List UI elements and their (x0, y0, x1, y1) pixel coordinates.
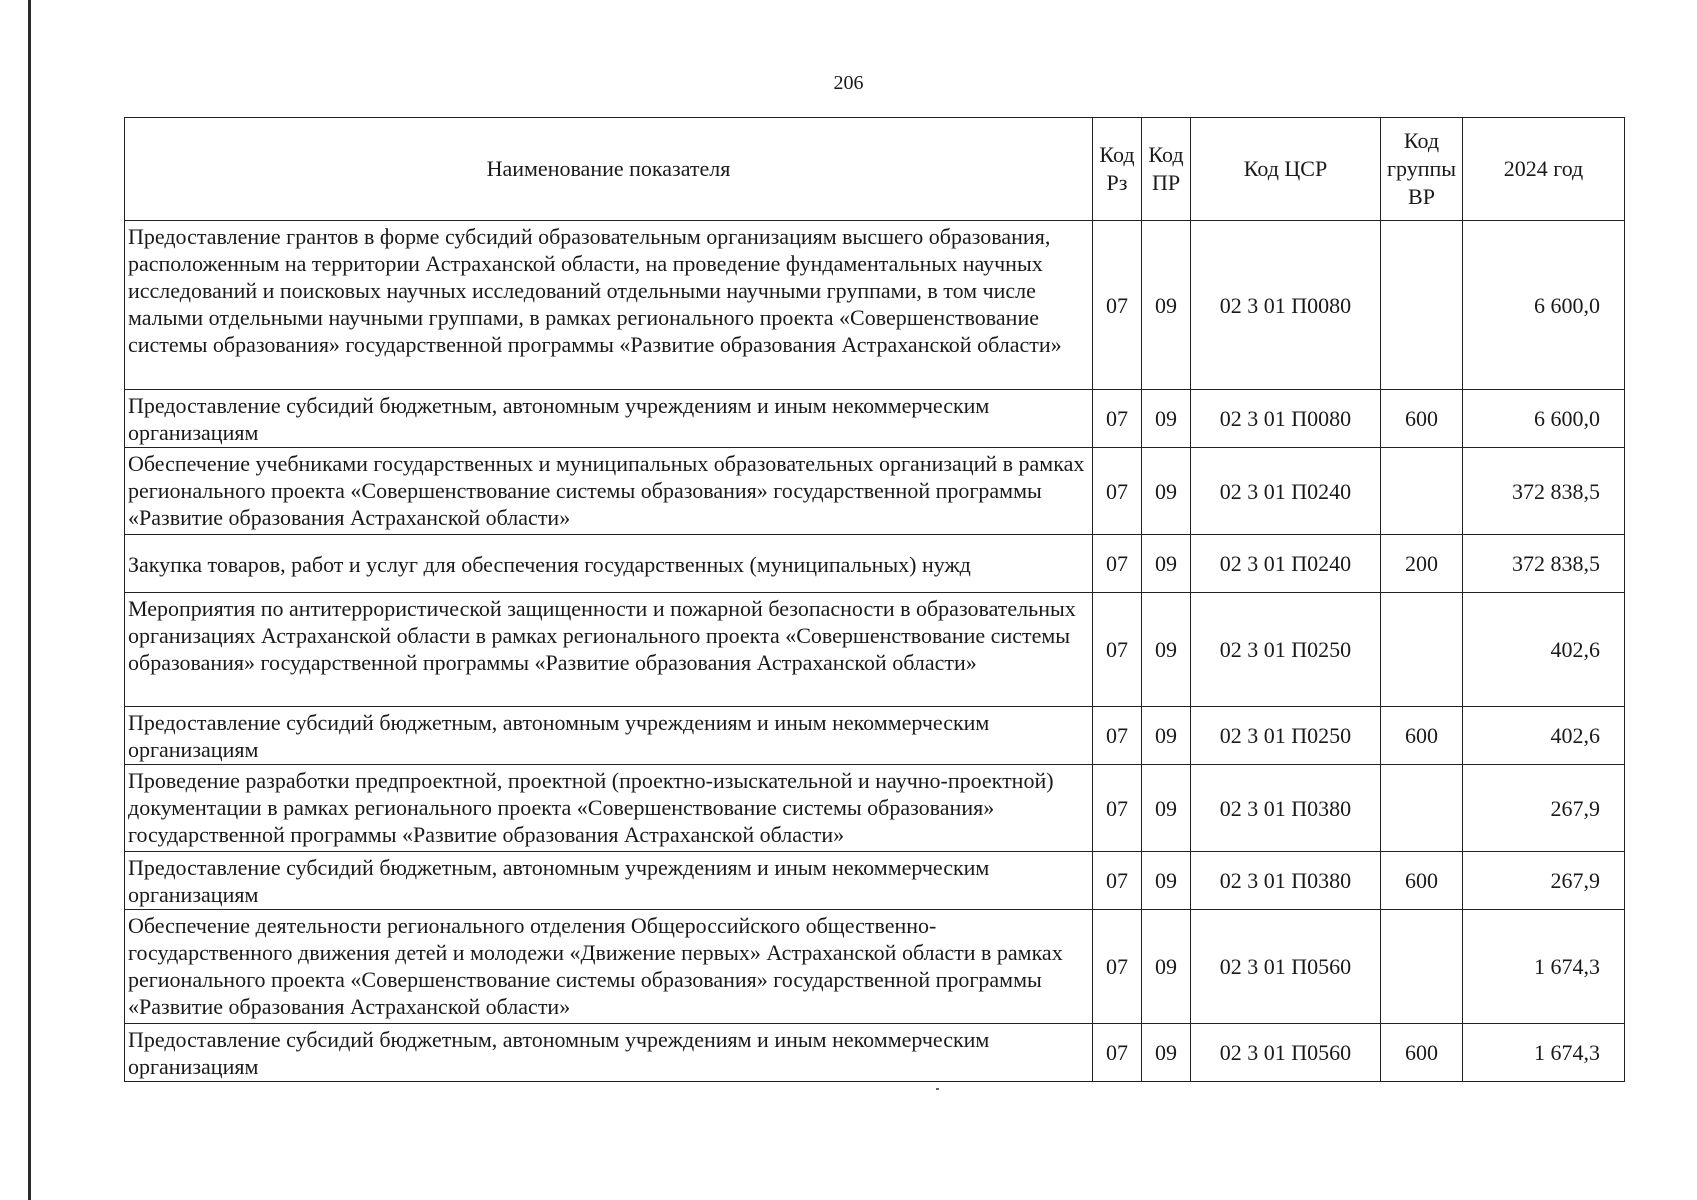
table-row (125, 593, 1625, 707)
row-name: Проведение разработки предпроектной, проектной (проектно-изыскательной и научно-проектной) документации в рамках регионального проекта «Совершенствование системы образования» государственной программы «Развитие образования Астраханской области» (125, 765, 1093, 852)
table-row (125, 221, 1625, 390)
row-pr: 09 (1142, 448, 1191, 535)
row-name: Предоставление субсидий бюджетным, автономным учреждениям и иным некоммерческим организациям (125, 390, 1093, 448)
header-csr: Код ЦСР (1191, 118, 1381, 221)
row-rz: 07 (1093, 221, 1142, 390)
scan-speck (936, 1088, 939, 1090)
row-rz: 07 (1093, 1024, 1142, 1082)
row-name: Закупка товаров, работ и услуг для обеспечения государственных (муниципальных) нужд (125, 535, 1093, 593)
row-amount: 267,9 (1463, 765, 1625, 852)
row-vr (1381, 221, 1463, 390)
row-amount: 267,9 (1463, 852, 1625, 910)
row-pr: 09 (1142, 221, 1191, 390)
row-csr: 02 3 01 П0080 (1191, 390, 1381, 448)
table-row (125, 910, 1625, 1024)
row-vr (1381, 448, 1463, 535)
row-pr: 09 (1142, 910, 1191, 1024)
row-rz: 07 (1093, 448, 1142, 535)
table-row (125, 707, 1625, 765)
row-vr: 600 (1381, 390, 1463, 448)
row-csr: 02 3 01 П0380 (1191, 765, 1381, 852)
row-vr: 200 (1381, 535, 1463, 593)
row-vr (1381, 593, 1463, 707)
header-vr: Код группы ВР (1381, 118, 1463, 221)
row-vr (1381, 765, 1463, 852)
page-number: 206 (833, 72, 864, 94)
row-vr (1381, 910, 1463, 1024)
table-row (125, 390, 1625, 448)
row-rz: 07 (1093, 765, 1142, 852)
table-header (125, 118, 1625, 221)
table-row (125, 765, 1625, 852)
table-row (125, 852, 1625, 910)
header-year: 2024 год (1463, 118, 1625, 221)
row-pr: 09 (1142, 852, 1191, 910)
table-row (125, 448, 1625, 535)
row-vr: 600 (1381, 1024, 1463, 1082)
row-pr: 09 (1142, 535, 1191, 593)
row-csr: 02 3 01 П0240 (1191, 448, 1381, 535)
header-name: Наименование показателя (125, 118, 1093, 221)
table-row (125, 1024, 1625, 1082)
row-rz: 07 (1093, 535, 1142, 593)
row-csr: 02 3 01 П0250 (1191, 593, 1381, 707)
row-name: Предоставление субсидий бюджетным, автономным учреждениям и иным некоммерческим организациям (125, 852, 1093, 910)
row-name: Обеспечение деятельности регионального отделения Общероссийского общественно-государственного движения детей и молодежи «Движение первых» Астраханской области в рамках регионального проекта «Совершенствование системы образования» государственной программы «Развитие образования Астраханской области» (125, 910, 1093, 1024)
row-pr: 09 (1142, 707, 1191, 765)
row-amount: 6 600,0 (1463, 221, 1625, 390)
row-csr: 02 3 01 П0240 (1191, 535, 1381, 593)
row-rz: 07 (1093, 707, 1142, 765)
row-name: Предоставление субсидий бюджетным, автономным учреждениям и иным некоммерческим организациям (125, 1024, 1093, 1082)
row-name: Предоставление грантов в форме субсидий образовательным организациям высшего образования, расположенным на территории Астраханской области, на проведение фундаментальных научных исследований и поисковых научных исследований отдельными научными группами, в том числе малыми отдельными научными группами, в рамках регионального проекта «Совершенствование системы образования» государственной программы «Развитие образования Астраханской области» (125, 221, 1093, 390)
header-rz: Код Рз (1093, 118, 1142, 221)
table-body (125, 221, 1625, 1082)
header-row (125, 118, 1625, 221)
row-amount: 372 838,5 (1463, 448, 1625, 535)
row-amount: 372 838,5 (1463, 535, 1625, 593)
row-amount: 402,6 (1463, 593, 1625, 707)
row-vr: 600 (1381, 852, 1463, 910)
row-rz: 07 (1093, 390, 1142, 448)
row-csr: 02 3 01 П0560 (1191, 910, 1381, 1024)
row-csr: 02 3 01 П0250 (1191, 707, 1381, 765)
row-name: Мероприятия по антитеррористической защищенности и пожарной безопасности в образовательных организациях Астраханской области в рамках регионального проекта «Совершенствование системы образования» государственной программы «Развитие образования Астраханской области» (125, 593, 1093, 707)
row-vr: 600 (1381, 707, 1463, 765)
row-csr: 02 3 01 П0380 (1191, 852, 1381, 910)
row-pr: 09 (1142, 765, 1191, 852)
budget-table (124, 117, 1625, 1082)
row-name: Обеспечение учебниками государственных и муниципальных образовательных организаций в рамках регионального проекта «Совершенствование системы образования» государственной программы «Развитие образования Астраханской области» (125, 448, 1093, 535)
row-rz: 07 (1093, 852, 1142, 910)
row-name: Предоставление субсидий бюджетным, автономным учреждениям и иным некоммерческим организациям (125, 707, 1093, 765)
row-csr: 02 3 01 П0560 (1191, 1024, 1381, 1082)
row-amount: 1 674,3 (1463, 910, 1625, 1024)
row-amount: 1 674,3 (1463, 1024, 1625, 1082)
scan-edge-line (28, 0, 31, 1200)
row-csr: 02 3 01 П0080 (1191, 221, 1381, 390)
row-rz: 07 (1093, 593, 1142, 707)
header-pr: Код ПР (1142, 118, 1191, 221)
row-rz: 07 (1093, 910, 1142, 1024)
row-amount: 402,6 (1463, 707, 1625, 765)
row-pr: 09 (1142, 390, 1191, 448)
table-row (125, 535, 1625, 593)
row-amount: 6 600,0 (1463, 390, 1625, 448)
row-pr: 09 (1142, 1024, 1191, 1082)
row-pr: 09 (1142, 593, 1191, 707)
